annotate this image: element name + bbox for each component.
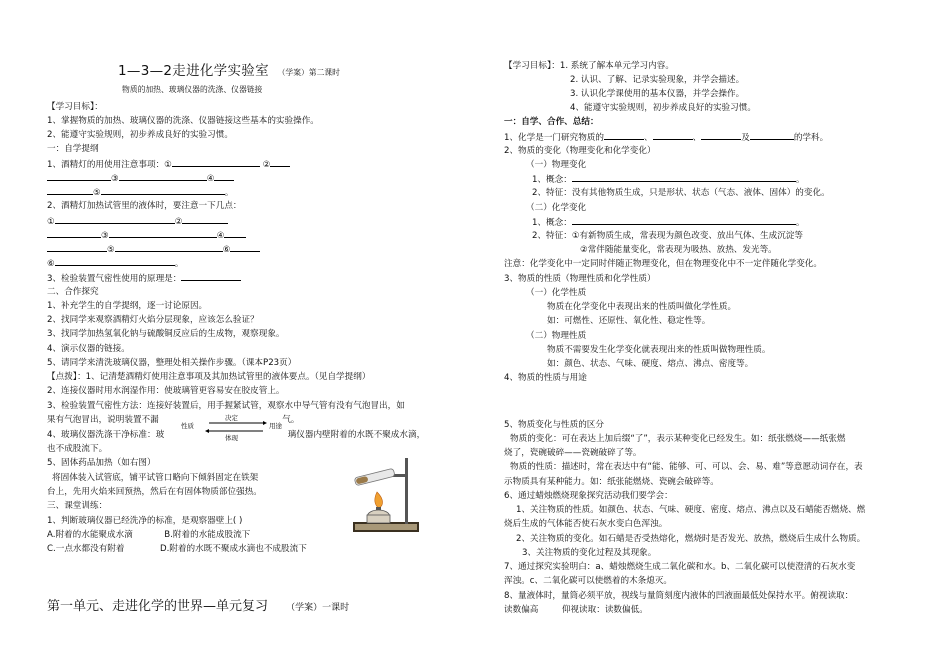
text-line: 如：可燃性、还原性、氧化性、稳定性等。: [547, 316, 711, 326]
lesson-subtitle: 物质的加热、玻璃仪器的洗涤、仪器链接: [122, 85, 263, 94]
text-line: （一）化学性质: [526, 288, 587, 298]
text-line: 5、物质变化与性质的区分: [504, 420, 604, 430]
diagram-label-left: 性质: [181, 422, 194, 430]
text-line: 果有气泡冒出，说明装置不漏 气。: [47, 415, 300, 425]
answer-blank[interactable]: [101, 186, 225, 195]
text-line: 6、通过蜡烛燃烧现象探究活动我们要学会：: [504, 491, 673, 501]
text-line: 1、掌握物质的加热、玻璃仪器的洗涤、仪器链接这些基本的实验操作。: [47, 116, 319, 126]
answer-blank[interactable]: [47, 243, 107, 252]
text-line: 【点拨】：1、记清楚酒精灯使用注意事项及其加热试管里的液体要点。（见自学提纲）: [47, 372, 371, 382]
answer-blank[interactable]: [750, 131, 794, 140]
diagram-label-right: 用途: [269, 422, 282, 430]
text-line: （二）化学变化: [526, 203, 587, 213]
answer-blank[interactable]: [224, 229, 246, 238]
answer-blank[interactable]: [270, 158, 290, 167]
text-line: 7、通过探究实验明白：a、蜡烛燃烧生成二氧化碳和水。b、二氧化碳可以使澄清的石灰水变: [504, 562, 856, 572]
option-a[interactable]: A.附着的水能聚成水滴: [47, 530, 133, 540]
answer-blank[interactable]: [55, 257, 175, 266]
text-line: 2、连接仪器时用水润湿作用：使玻璃管更容易安在胶皮管上。: [47, 386, 285, 396]
text-line: 3、物质的性质（物理性质和化学性质）: [504, 274, 656, 284]
text-line: 【学习目标】：1. 系统了解本单元学习内容。: [504, 61, 674, 71]
text-line: 3、找同学加热氢氧化钠与硫酸铜反应后的生成物，观察现象。: [47, 329, 285, 339]
answer-blank[interactable]: [182, 215, 228, 224]
text-line: 物质不需要发生化学变化就表现出来的性质叫做物理性质。: [547, 345, 771, 355]
heating-apparatus-icon: [349, 452, 423, 534]
text-line: 1、补充学生的自学提纲，逐一讨论原因。: [47, 301, 208, 311]
text-line: 2、关注物质的变化。如石蜡是否受热熔化，燃烧时是否发光、放热，燃烧后生成什么物质。: [516, 534, 866, 544]
answer-blank[interactable]: [230, 243, 260, 252]
answer-blank[interactable]: [119, 172, 207, 181]
text-line: （一）物理变化: [526, 160, 587, 170]
text-line: 2、能遵守实验规则，初步养成良好的实验习惯。: [47, 130, 233, 140]
text-line: 5、固体药品加热（如右图）: [47, 458, 156, 468]
text-line: 2、酒精灯加热试管里的液体时，要注意一下几点：: [47, 201, 242, 211]
fill-line: 1、酒精灯的用使用注意事项：① ②: [47, 158, 290, 171]
text-line: 【学习目标】：: [47, 102, 103, 112]
text-line: 将固体装入试管底，铺平试管口略向下倾斜固定在铁架: [52, 473, 259, 483]
section-heading: 二、合作探究: [47, 287, 99, 297]
answer-blank[interactable]: [701, 131, 741, 140]
text-line: 示物质具有某种能力。如：纸张能燃烧、瓷碗会破碎等。: [504, 477, 719, 487]
answer-blank[interactable]: [47, 186, 93, 195]
unit-review-title: 第一单元、走进化学的世界—单元复习 （学案）一课时: [47, 599, 350, 614]
text-line: 3、关注物质的变化过程及其现象。: [522, 548, 657, 558]
text-line: （二）物理性质: [526, 331, 587, 341]
answer-blank[interactable]: [572, 173, 796, 182]
fill-line: ③ ④: [47, 172, 234, 185]
lesson-title: 1—3—2走进化学实验室 （学案）第二课时: [118, 63, 340, 79]
text-line: 4、演示仪器的链接。: [47, 344, 130, 354]
text-line: 4、能遵守实验规则，初步养成良好的实验习惯。: [570, 103, 756, 113]
fill-line: 1、概念： 。: [532, 175, 805, 185]
text-line: ②常伴随能量变化，常表现为吸热、放热、发光等。: [580, 245, 777, 255]
fill-line: ⑥ 。: [47, 259, 184, 269]
option-c[interactable]: C.一点水都没有附着: [47, 544, 125, 554]
fill-line: 3、检验装置气密性使用的原理是：: [47, 272, 241, 285]
answer-options: [47, 543, 307, 555]
answer-blank[interactable]: [604, 131, 644, 140]
fill-line: ③ ④: [47, 229, 246, 242]
fill-line: 1、化学是一门研究物质的 、 、 及 的学科。: [504, 133, 829, 143]
fill-line: ⑤ 。: [47, 186, 233, 199]
text-line: 烧了，瓷碗破碎——瓷碗破碎了等。: [504, 448, 642, 458]
text-line: 3、检验装置气密性方法：连接好装置后，用手握紧试管，观察水中导气管有没有气泡冒出，如: [47, 401, 405, 411]
text-line: 2. 认识、了解、记录实验现象，并学会描述。: [570, 75, 745, 85]
answer-blank[interactable]: [47, 172, 111, 181]
text-line: 8、量液体时，量筒必须平放，视线与量筒刻度内液体的凹液面最低处保持水平。俯视读取：: [504, 591, 854, 601]
section-heading: 一：自学提纲: [47, 144, 99, 154]
section-heading: 一：自学、合作、总结：: [504, 117, 599, 127]
option-b[interactable]: B.附着的水能成股流下: [164, 530, 251, 540]
section-heading: 三、课堂训练：: [47, 501, 108, 511]
text-line: 烧后生成的气体能否使石灰水变白色浑浊。: [504, 519, 668, 529]
text-line: 物质的性质：描述时，常在表达中有“能、能够、可、可以、会、易、难”等意愿动词存在，表: [510, 462, 863, 472]
answer-blank[interactable]: [47, 229, 101, 238]
diagram-label-top: 决定: [225, 414, 238, 422]
diagram-label-bottom: 体现: [225, 434, 238, 442]
text-line: 台上，先用火焰来回预热，然后在有固体物质部位强热。: [47, 487, 262, 497]
answer-blank[interactable]: [55, 215, 175, 224]
question-text: 1、判断玻璃仪器已经洗净的标准，是观察器壁上( ): [47, 516, 243, 526]
note-line: 注意：化学变化中一定同时伴随正物理变化，但在物理变化中不一定伴随化学变化。: [504, 259, 822, 269]
text-line: 2、特征：①有新物质生成，常表现为颜色改变、放出气体、生成沉淀等: [532, 231, 803, 241]
text-line: 4、物质的性质与用途: [504, 373, 587, 383]
answer-options: [47, 529, 250, 541]
text-line: 2、物质的变化（物理变化和化学变化）: [504, 146, 656, 156]
fill-line: 1、概念： 。: [532, 218, 805, 228]
text-line: 物质的变化：可在表达上加后缀“了”，表示某种变化已经发生。如：纸张燃烧——纸张燃: [510, 434, 846, 444]
text-line: 2、找同学来观察酒精灯火焰分层现象，应该怎么验证？: [47, 315, 259, 325]
text-line: 4、玻璃仪器洗涤干净标准：玻 璃仪器内壁附着的水既不聚成水滴，: [47, 430, 426, 440]
answer-blank[interactable]: [653, 131, 693, 140]
text-line: 5、请同学来清洗玻璃仪器，整理处相关操作步骤。（课本P23页）: [47, 358, 297, 368]
option-d[interactable]: D.附着的水既不聚成水滴也不成股流下: [159, 544, 307, 554]
property-use-diagram: [179, 411, 295, 443]
answer-blank[interactable]: [181, 272, 241, 281]
answer-blank[interactable]: [115, 243, 223, 252]
text-line: 浑浊。c、二氧化碳可以使燃着的木条熄灭。: [504, 576, 673, 586]
text-line: 也不成股流下。: [47, 444, 108, 454]
text-line: 读数偏高 仰视读取：读数偏低。: [504, 605, 648, 615]
answer-blank[interactable]: [572, 216, 796, 225]
fill-line: ① ②: [47, 215, 228, 228]
heating-apparatus-image: [349, 452, 423, 534]
answer-blank[interactable]: [214, 172, 234, 181]
text-line: 如：颜色、状态、气味、硬度、熔点、沸点、密度等。: [547, 359, 754, 369]
text-line: 3. 认识化学课使用的基本仪器，并学会操作。: [570, 89, 745, 99]
fill-line: ⑤ ⑥: [47, 243, 260, 256]
property-use-arrows: [179, 411, 295, 443]
text-line: 物质在化学变化中表现出来的性质叫做化学性质。: [547, 302, 737, 312]
answer-blank[interactable]: [172, 158, 260, 167]
text-line: 1、关注物质的性质。如颜色、状态、气味、硬度、密度、熔点、沸点以及石蜡能否燃烧、燃: [516, 505, 866, 515]
answer-blank[interactable]: [109, 229, 217, 238]
text-line: 2、特征：没有其他物质生成，只是形状、状态（气态、液体、固体）的变化。: [532, 188, 830, 198]
